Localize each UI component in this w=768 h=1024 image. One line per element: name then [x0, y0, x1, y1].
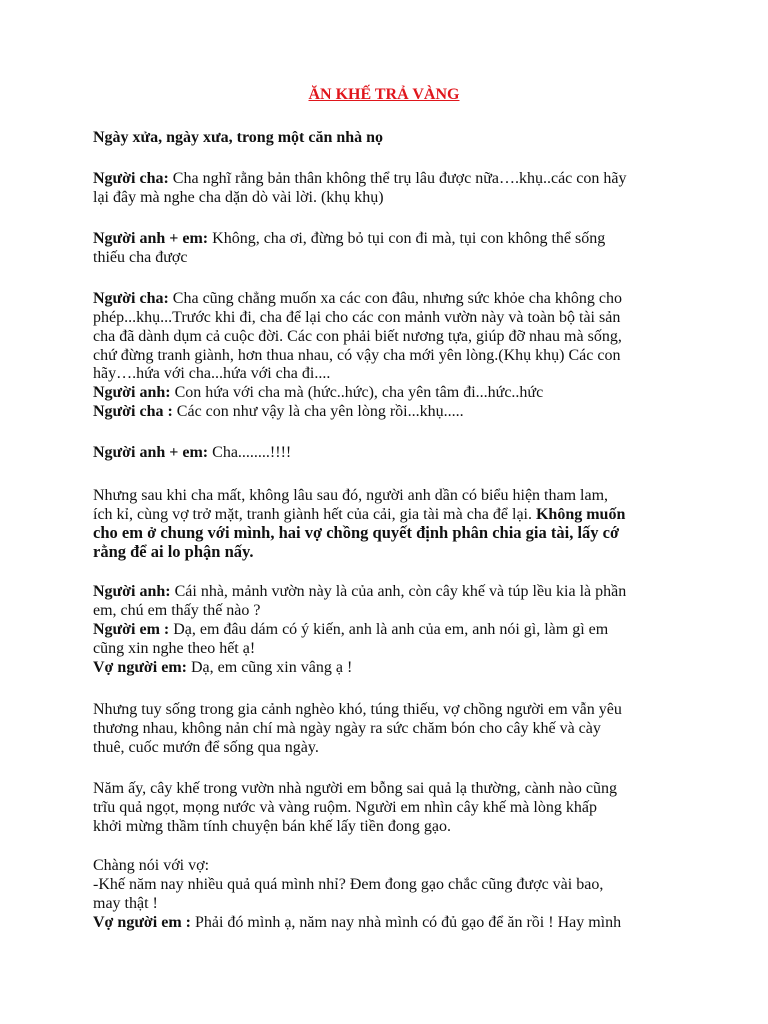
- text-line: chứ đừng tranh giành, hơn thua nhau, có vậy cha mới yên lòng.(Khụ khụ) Các con: [93, 347, 621, 364]
- text-line: Người anh + em: Cha........!!!!: [93, 444, 292, 461]
- text-line: Nhưng sau khi cha mất, không lâu sau đó, người anh dần có biểu hiện tham lam,: [93, 487, 609, 504]
- text-line: Người cha : Các con như vậy là cha yên lòng rồi...khụ.....: [93, 403, 464, 420]
- text-line: -Khế năm nay nhiều quả quá mình nhỉ? Đem đong gạo chắc cũng được vài bao,: [93, 876, 604, 893]
- text-line: may thật !: [93, 895, 158, 912]
- text-line: Người em : Dạ, em đâu dám có ý kiến, anh là anh của em, anh nói gì, làm gì em: [93, 621, 609, 638]
- text-line: rằng để ai lo phận nấy.: [93, 542, 254, 561]
- text-line: phép...khụ...Trước khi đi, cha để lại cho các con mảnh vườn này và toàn bộ tài sản: [93, 309, 621, 326]
- text-line: Người anh: Cái nhà, mảnh vườn này là của anh, còn cây khế và túp lều kia là phần: [93, 583, 627, 600]
- text-line: Vợ người em: Dạ, em cũng xin vâng ạ !: [93, 659, 353, 676]
- text-line: Người anh: Con hứa với cha mà (hức..hức), cha yên tâm đi...hức..hức: [93, 384, 544, 401]
- text-line: khởi mừng thầm tính chuyện bán khế lấy tiền đong gạo.: [93, 818, 451, 835]
- text-line: lại đây mà nghe cha dặn dò vài lời. (khụ khụ): [93, 189, 384, 206]
- text-line: Người cha: Cha cũng chẳng muốn xa các con đâu, nhưng sức khỏe cha không cho: [93, 290, 623, 307]
- text-line: Vợ người em : Phải đó mình ạ, năm nay nhà mình có đủ gạo để ăn rồi ! Hay mình: [93, 914, 622, 931]
- text-line: hãy….hứa với cha...hứa với cha đi....: [93, 365, 331, 382]
- document-title: ĂN KHẾ TRẢ VÀNG: [308, 86, 460, 103]
- text-line: Nhưng tuy sống trong gia cảnh nghèo khó, túng thiếu, vợ chồng người em vẫn yêu: [93, 701, 622, 718]
- text-line: cho em ở chung với mình, hai vợ chồng quyết định phân chia gia tài, lấy cớ: [93, 523, 620, 542]
- text-line: thiếu cha được: [93, 249, 188, 266]
- text-line: thuê, cuốc mướn để sống qua ngày.: [93, 739, 319, 756]
- text-line: cha đã dành dụm cả cuộc đời. Các con phải biết nương tựa, giúp đỡ nhau mà sống,: [93, 328, 622, 345]
- text-line: em, chú em thấy thế nào ?: [93, 602, 261, 619]
- text-line: Chàng nói với vợ:: [93, 857, 210, 874]
- text-line: ích kỉ, cùng vợ trở mặt, tranh giành hết của cải, gia tài mà cha để lại. Không muốn: [93, 506, 626, 523]
- text-line: cũng xin nghe theo hết ạ!: [93, 640, 256, 657]
- text-line: Năm ấy, cây khế trong vườn nhà người em bỗng sai quả lạ thường, cành nào cũng: [93, 780, 618, 797]
- text-line: Ngày xửa, ngày xưa, trong một căn nhà nọ: [93, 129, 384, 146]
- text-line: trĩu quả ngọt, mọng nước và vàng ruộm. Người em nhìn cây khế mà lòng khấp: [93, 799, 597, 816]
- text-line: Người anh + em: Không, cha ơi, đừng bỏ tụi con đi mà, tụi con không thể sống: [93, 230, 606, 247]
- text-line: Người cha: Cha nghĩ rằng bản thân không thể trụ lâu được nữa….khụ..các con hãy: [93, 170, 627, 187]
- text-line: thương nhau, không nản chí mà ngày ngày ra sức chăm bón cho cây khế và cày: [93, 720, 601, 737]
